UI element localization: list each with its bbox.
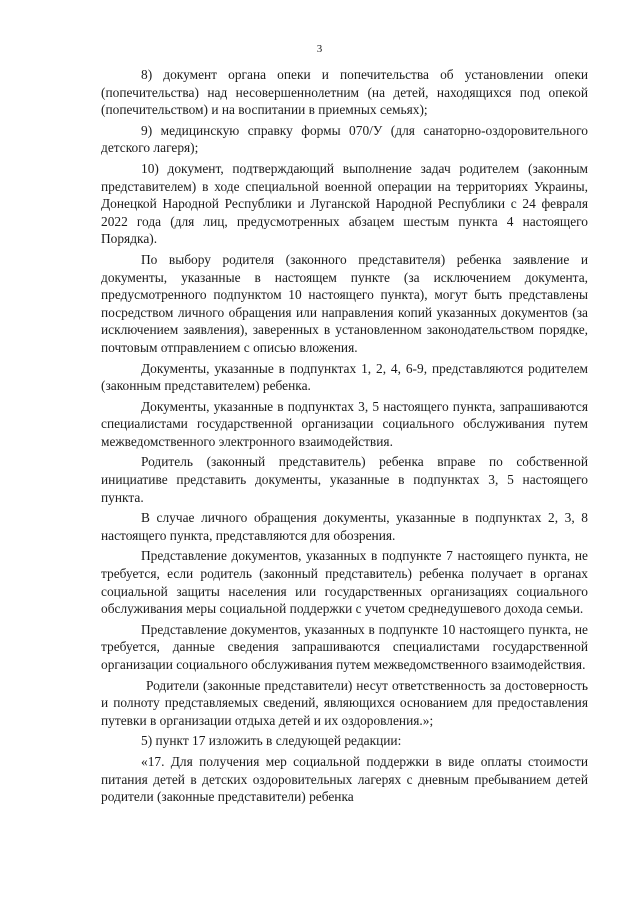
paragraph-own-initiative: Родитель (законный представитель) ребенка вправе по собственной инициативе представить документы, указанные в подпунктах 3, 5 настоящего пункта. <box>101 454 588 505</box>
paragraph-item-8: 8) документ органа опеки и попечительства об установлении опеки (попечительства) над несовершеннолетним (на детей, находящихся под опекой (попечительством) и на воспитании в приемных семьях); <box>101 67 588 118</box>
paragraph-documents-by-parent: Документы, указанные в подпунктах 1, 2, 4, 6-9, представляются родителем (законным представителем) ребенка. <box>101 360 588 394</box>
paragraph-amendment-5: 5) пункт 17 изложить в следующей редакции: <box>141 733 402 749</box>
paragraph-submission-choice: По выбору родителя (законного представителя) ребенка заявление и документы, указанные в настоящем пункте (за исключением документа, предусмотренного подпунктом 10 настоящего пункта), могут быть представлены посредством личного обращения или направления копий указанных документов (за исключением заявления), заверенных в установленном законодательством порядке, почтовым отправлением с описью вложения. <box>101 251 588 355</box>
paragraph-item-9: 9) медицинскую справку формы 070/У (для санаторно-оздоровительного детского лагеря); <box>101 122 588 156</box>
paragraph-responsibility: Родители (законные представители) несут ответственность за достоверность и полноту представляемых сведений, являющихся основанием для предоставления путевки в организации отдыха детей и их оздоровления.»; <box>101 677 588 728</box>
paragraph-documents-requested: Документы, указанные в подпунктах 3, 5 настоящего пункта, запрашиваются специалистами государственной организации социального обслуживания путем межведомственного электронного взаимодействия. <box>101 398 588 449</box>
paragraph-item-7-exemption: Представление документов, указанных в подпункте 7 настоящего пункта, не требуется, если родитель (законный представитель) ребенка получает в органах социальной защиты населения или государственных организациях социального обслуживания меры социальной поддержки с учетом среднедушевого дохода семьи. <box>101 548 588 617</box>
paragraph-clause-17: «17. Для получения мер социальной поддержки в виде оплаты стоимости питания детей в детских оздоровительных лагерях с дневным пребыванием детей родители (законные представители) ребенка <box>101 753 588 805</box>
paragraph-personal-appeal: В случае личного обращения документы, указанные в подпунктах 2, 3, 8 настоящего пункта, представляются для обозрения. <box>101 510 588 543</box>
document-body <box>101 66 588 806</box>
page-number: 3 <box>316 43 323 55</box>
paragraph-item-10: 10) документ, подтверждающий выполнение задач родителем (законным представителем) в ходе специальной военной операции на территориях Украины, Донецкой Народной Республики и Луганской Народной Республики с 24 февраля 2022 года (для лиц, предусмотренных абзацем шестым пункта 4 настоящего Порядка). <box>101 160 588 247</box>
paragraph-item-10-exemption: Представление документов, указанных в подпункте 10 настоящего пункта, не требуется, данные сведения запрашиваются специалистами государственной организации социального обслуживания путем межведомственного взаимодействия. <box>101 621 588 672</box>
